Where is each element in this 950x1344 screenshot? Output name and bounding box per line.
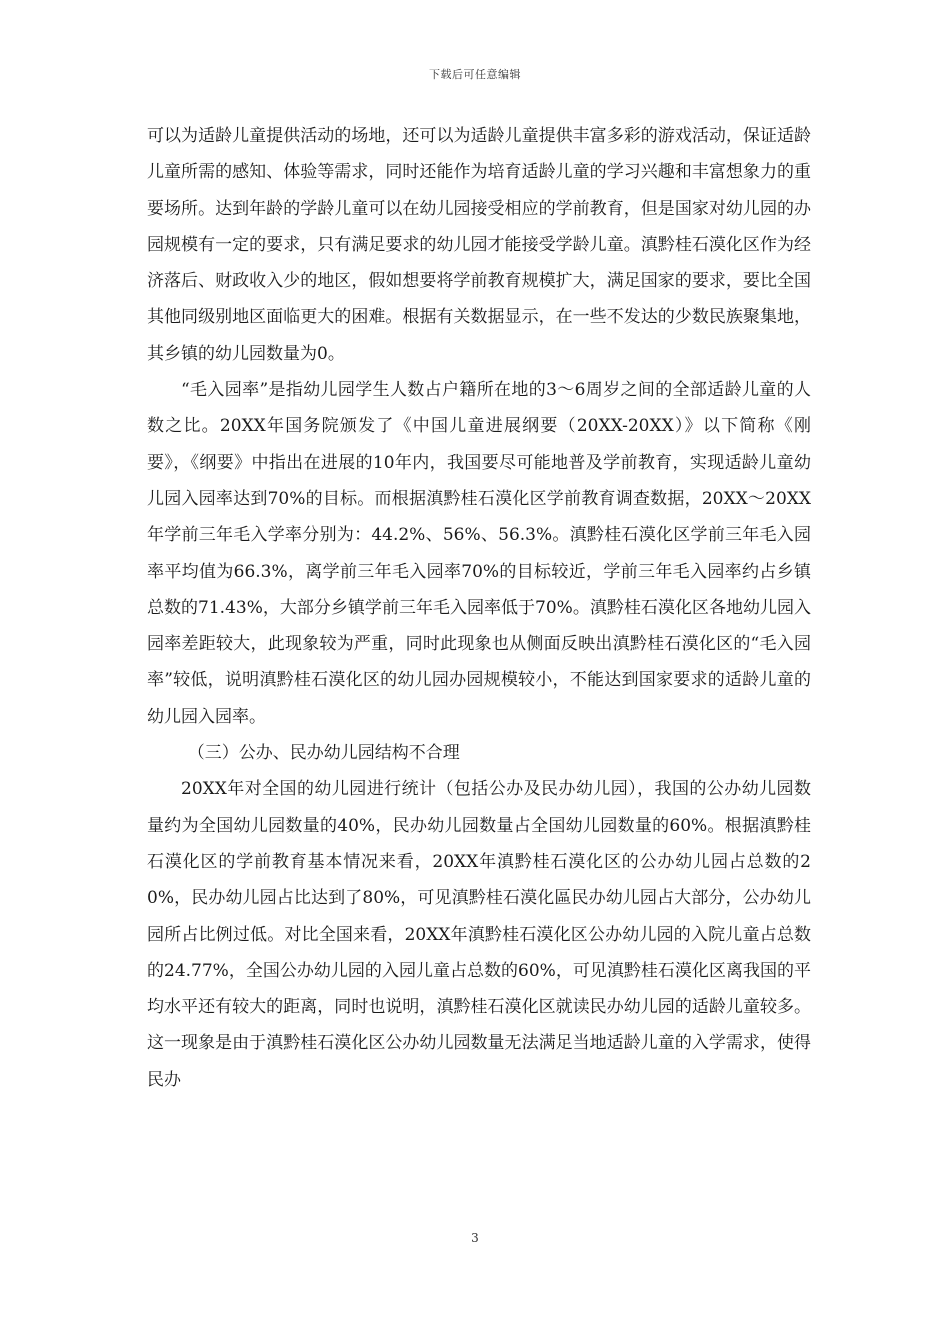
paragraph-3: 20XX年对全国的幼儿园进行统计（包括公办及民办幼儿园），我国的公办幼儿园数量约为全国幼儿园数量的40%，民办幼儿园数量占全国幼儿园数量的60%。根据滇黔桂石漠化区的学前教育基本情况来看，20XX年滇黔桂石漠化区的公办幼儿园占总数的20%，民办幼儿园占比达到了80%，可见滇黔桂石漠化區民办幼儿园占大部分，公办幼儿园所占比例过低。对比全国来看，20XX年滇黔桂石漠化区公办幼儿园的入院儿童占总数的24.77%，全国公办幼儿园的入园儿童占总数的60%，可见滇黔桂石漠化区离我国的平均水平还有较大的距离，同时也说明，滇黔桂石漠化区就读民办幼儿园的适龄儿童较多。这一现象是由于滇黔桂石漠化区公办幼儿园数量无法满足当地适龄儿童的入学需求，使得民办	[147, 779, 811, 1090]
page-header: 下载后可任意编辑	[429, 68, 521, 81]
paragraph-2: “毛入园率”是指幼儿园学生人数占户籍所在地的3～6周岁之间的全部适龄儿童的人数之比。20XX年国务院颁发了《中国儿童进展纲要（20XX-20XX）》以下简称《刚要》，《纲要》中指出在进展的10年内，我国要尽可能地普及学前教育，实现适龄儿童幼儿园入园率达到70%的目标。而根据滇黔桂石漠化区学前教育调查数据，20XX～20XX年学前三年毛入学率分别为：44.2%、56%、56.3%。滇黔桂石漠化区学前三年毛入园率平均值为66.3%，离学前三年毛入园率70%的目标较近，学前三年毛入园率约占乡镇总数的71.43%，大部分乡镇学前三年毛入园率低于70%。滇黔桂石漠化区各地幼儿园入园率差距较大，此现象较为严重，同时此现象也从侧面反映出滇黔桂石漠化区的“毛入园率”较低，说明滇黔桂石漠化区的幼儿园办园规模较小，不能达到国家要求的适龄儿童的幼儿园入园率。	[147, 380, 811, 727]
document-body	[147, 118, 811, 1098]
section-heading-3: （三）公办、民办幼儿园结构不合理	[187, 743, 460, 764]
page-number: 3	[471, 1231, 479, 1245]
paragraph-1: 可以为适龄儿童提供活动的场地，还可以为适龄儿童提供丰富多彩的游戏活动，保证适龄儿童所需的感知、体验等需求，同时还能作为培育适龄儿童的学习兴趣和丰富想象力的重要场所。达到年龄的学龄儿童可以在幼儿园接受相应的学前教育，但是国家对幼儿园的办园规模有一定的要求，只有满足要求的幼儿园才能接受学龄儿童。滇黔桂石漠化区作为经济落后、财政收入少的地区，假如想要将学前教育规模扩大，满足国家的要求，要比全国其他同级别地区面临更大的困难。根据有关数据显示，在一些不发达的少数民族聚集地，其乡镇的幼儿园数量为0。	[147, 126, 811, 364]
